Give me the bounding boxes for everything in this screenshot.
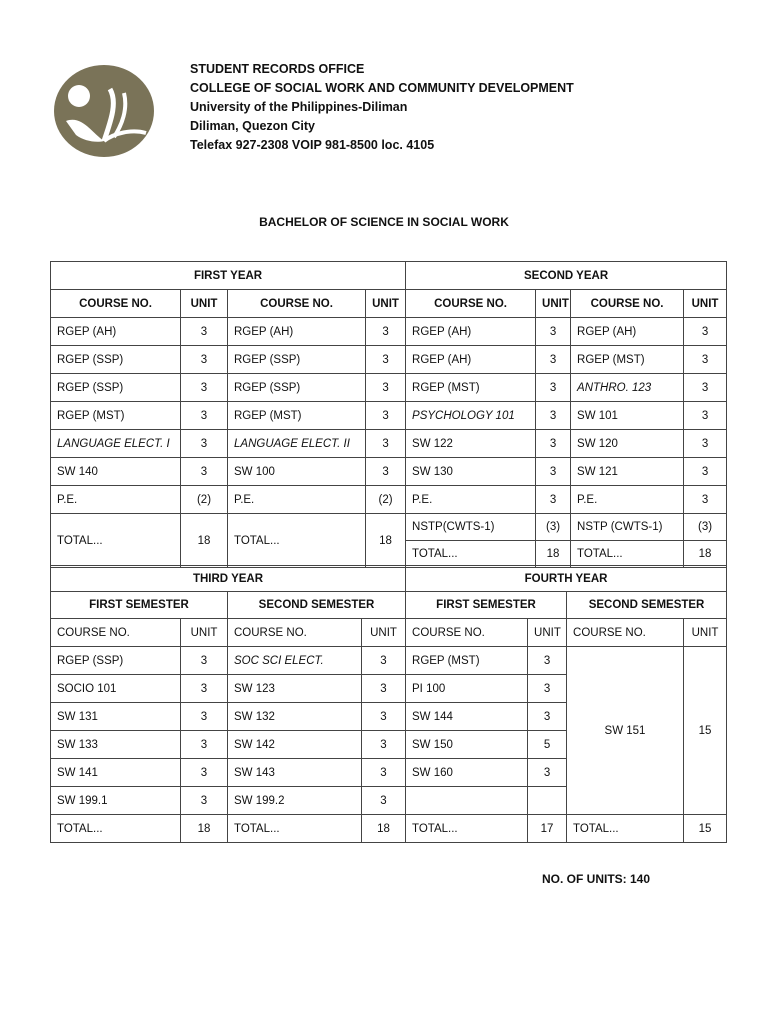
- unit-cell: 3: [536, 430, 571, 458]
- course-cell: NSTP(CWTS-1): [406, 514, 536, 541]
- course-cell: SOCIO 101: [51, 675, 181, 703]
- unit-header: UNIT: [181, 619, 228, 647]
- course-cell: RGEP (MST): [228, 402, 366, 430]
- course-cell: NSTP (CWTS-1): [571, 514, 684, 541]
- course-cell: SW 123: [228, 675, 362, 703]
- unit-cell: 3: [366, 430, 406, 458]
- course-cell: P.E.: [228, 486, 366, 514]
- table-row: [51, 430, 727, 458]
- unit-header: UNIT: [536, 290, 571, 318]
- fourth-year-heading: FOURTH YEAR: [406, 566, 727, 592]
- unit-cell: 3: [181, 647, 228, 675]
- course-cell: RGEP (AH): [406, 346, 536, 374]
- course-cell: RGEP (MST): [406, 647, 528, 675]
- unit-cell: 3: [528, 647, 567, 675]
- course-cell: SW 142: [228, 731, 362, 759]
- course-cell: SW 122: [406, 430, 536, 458]
- unit-cell: (2): [181, 486, 228, 514]
- first-year-heading: FIRST YEAR: [51, 262, 406, 290]
- unit-cell: 3: [528, 759, 567, 787]
- table-row: [51, 402, 727, 430]
- unit-cell: 3: [536, 374, 571, 402]
- unit-header: UNIT: [366, 290, 406, 318]
- first-second-year-table: [50, 261, 727, 568]
- unit-cell: 3: [181, 402, 228, 430]
- unit-cell: 3: [362, 731, 406, 759]
- course-cell: RGEP (MST): [51, 402, 181, 430]
- course-cell: SW 199.2: [228, 787, 362, 815]
- unit-cell: 3: [684, 374, 727, 402]
- third-fourth-year-table: [50, 565, 727, 843]
- unit-cell: 3: [684, 430, 727, 458]
- course-cell: SW 120: [571, 430, 684, 458]
- course-cell: RGEP (AH): [406, 318, 536, 346]
- total-value: 18: [684, 541, 727, 568]
- year-header-row: [51, 262, 727, 290]
- unit-cell: 3: [362, 675, 406, 703]
- course-cell: RGEP (SSP): [51, 374, 181, 402]
- unit-cell: 3: [362, 787, 406, 815]
- unit-cell: 3: [684, 486, 727, 514]
- course-no-header: COURSE NO.: [51, 619, 181, 647]
- program-title: BACHELOR OF SCIENCE IN SOCIAL WORK: [259, 215, 509, 229]
- unit-cell-sw151: 15: [684, 647, 727, 815]
- course-cell: SW 141: [51, 759, 181, 787]
- second-semester-heading: SECOND SEMESTER: [567, 592, 727, 619]
- table-row: [51, 647, 727, 675]
- course-cell: SW 160: [406, 759, 528, 787]
- unit-header: UNIT: [528, 619, 567, 647]
- course-cell-sw151: SW 151: [567, 647, 684, 815]
- unit-cell: 3: [536, 318, 571, 346]
- unit-cell: 3: [181, 759, 228, 787]
- course-cell: RGEP (AH): [228, 318, 366, 346]
- unit-header: UNIT: [684, 290, 727, 318]
- total-value: 18: [181, 815, 228, 843]
- unit-cell: 3: [181, 787, 228, 815]
- total-label: TOTAL...: [571, 541, 684, 568]
- course-cell: LANGUAGE ELECT. I: [51, 430, 181, 458]
- unit-cell: [528, 787, 567, 815]
- unit-cell: 3: [528, 675, 567, 703]
- unit-cell: 3: [362, 703, 406, 731]
- total-label: TOTAL...: [51, 514, 181, 568]
- total-row: [51, 815, 727, 843]
- course-cell: [406, 787, 528, 815]
- course-cell: P.E.: [51, 486, 181, 514]
- unit-cell: 3: [536, 346, 571, 374]
- column-header-row: [51, 619, 727, 647]
- unit-cell: 5: [528, 731, 567, 759]
- second-semester-heading: SECOND SEMESTER: [228, 592, 406, 619]
- unit-cell: 3: [684, 458, 727, 486]
- unit-cell: 3: [536, 486, 571, 514]
- table-row: [51, 346, 727, 374]
- unit-cell: 3: [181, 374, 228, 402]
- course-cell: RGEP (MST): [406, 374, 536, 402]
- course-cell: SW 133: [51, 731, 181, 759]
- table-row: [51, 458, 727, 486]
- total-value: 17: [528, 815, 567, 843]
- total-label: TOTAL...: [406, 815, 528, 843]
- total-label: TOTAL...: [228, 815, 362, 843]
- first-semester-heading: FIRST SEMESTER: [51, 592, 228, 619]
- nstp-row: [51, 514, 727, 541]
- course-cell: PSYCHOLOGY 101: [406, 402, 536, 430]
- unit-cell: 3: [362, 647, 406, 675]
- total-value: 18: [536, 541, 571, 568]
- course-cell: P.E.: [406, 486, 536, 514]
- course-cell: RGEP (MST): [571, 346, 684, 374]
- table-row: [51, 374, 727, 402]
- course-cell: SW 100: [228, 458, 366, 486]
- course-cell: RGEP (SSP): [51, 647, 181, 675]
- unit-cell: (2): [366, 486, 406, 514]
- course-cell: SW 143: [228, 759, 362, 787]
- course-no-header: COURSE NO.: [51, 290, 181, 318]
- unit-cell: 3: [536, 402, 571, 430]
- unit-cell: 3: [181, 318, 228, 346]
- unit-cell: 3: [181, 675, 228, 703]
- total-value: 18: [181, 514, 228, 568]
- unit-cell: 3: [181, 703, 228, 731]
- course-cell: RGEP (SSP): [228, 346, 366, 374]
- course-no-header: COURSE NO.: [228, 290, 366, 318]
- contact-numbers: Telefax 927-2308 VOIP 981-8500 loc. 4105: [190, 138, 435, 152]
- office-header: [190, 60, 574, 155]
- course-no-header: COURSE NO.: [567, 619, 684, 647]
- university-name: University of the Philippines-Diliman: [190, 100, 408, 114]
- total-label: TOTAL...: [51, 815, 181, 843]
- course-cell: SOC SCI ELECT.: [228, 647, 362, 675]
- total-value: 18: [366, 514, 406, 568]
- unit-header: UNIT: [684, 619, 727, 647]
- course-cell: RGEP (SSP): [51, 346, 181, 374]
- total-value: 18: [362, 815, 406, 843]
- semester-header-row: [51, 592, 727, 619]
- table-row: [51, 486, 727, 514]
- course-no-header: COURSE NO.: [406, 290, 536, 318]
- course-cell: SW 121: [571, 458, 684, 486]
- course-no-header: COURSE NO.: [406, 619, 528, 647]
- course-cell: SW 131: [51, 703, 181, 731]
- unit-cell: 3: [528, 703, 567, 731]
- unit-header: UNIT: [181, 290, 228, 318]
- course-cell: PI 100: [406, 675, 528, 703]
- course-cell: RGEP (SSP): [228, 374, 366, 402]
- course-no-header: COURSE NO.: [228, 619, 362, 647]
- course-cell: SW 130: [406, 458, 536, 486]
- total-label: TOTAL...: [406, 541, 536, 568]
- office-name: STUDENT RECORDS OFFICE: [190, 62, 365, 76]
- college-name: COLLEGE OF SOCIAL WORK AND COMMUNITY DEVELOPMENT: [190, 81, 574, 95]
- course-cell: SW 150: [406, 731, 528, 759]
- unit-cell: 3: [362, 759, 406, 787]
- unit-cell: 3: [181, 731, 228, 759]
- course-cell: SW 199.1: [51, 787, 181, 815]
- unit-cell: 3: [366, 374, 406, 402]
- unit-cell: 3: [366, 318, 406, 346]
- course-cell: SW 144: [406, 703, 528, 731]
- course-cell: RGEP (AH): [51, 318, 181, 346]
- unit-cell: 3: [366, 402, 406, 430]
- address: Diliman, Quezon City: [190, 119, 316, 133]
- year-header-row: [51, 566, 727, 592]
- unit-cell: 3: [181, 430, 228, 458]
- total-label: TOTAL...: [228, 514, 366, 568]
- unit-cell: (3): [536, 514, 571, 541]
- course-cell: LANGUAGE ELECT. II: [228, 430, 366, 458]
- unit-cell: 3: [181, 346, 228, 374]
- table-row: [51, 318, 727, 346]
- unit-cell: 3: [366, 346, 406, 374]
- course-cell: SW 132: [228, 703, 362, 731]
- college-logo-icon: [52, 63, 156, 159]
- course-no-header: COURSE NO.: [571, 290, 684, 318]
- unit-header: UNIT: [362, 619, 406, 647]
- course-cell: SW 101: [571, 402, 684, 430]
- unit-cell: 3: [181, 458, 228, 486]
- first-semester-heading: FIRST SEMESTER: [406, 592, 567, 619]
- unit-cell: 3: [536, 458, 571, 486]
- course-cell: SW 140: [51, 458, 181, 486]
- unit-cell: 3: [684, 402, 727, 430]
- column-header-row: [51, 290, 727, 318]
- total-label: TOTAL...: [567, 815, 684, 843]
- course-cell: RGEP (AH): [571, 318, 684, 346]
- unit-cell: 3: [684, 346, 727, 374]
- course-cell: P.E.: [571, 486, 684, 514]
- unit-cell: (3): [684, 514, 727, 541]
- unit-cell: 3: [366, 458, 406, 486]
- unit-cell: 3: [684, 318, 727, 346]
- second-year-heading: SECOND YEAR: [406, 262, 727, 290]
- total-value: 15: [684, 815, 727, 843]
- total-units: NO. OF UNITS: 140: [542, 872, 651, 886]
- course-cell: ANTHRO. 123: [571, 374, 684, 402]
- third-year-heading: THIRD YEAR: [51, 566, 406, 592]
